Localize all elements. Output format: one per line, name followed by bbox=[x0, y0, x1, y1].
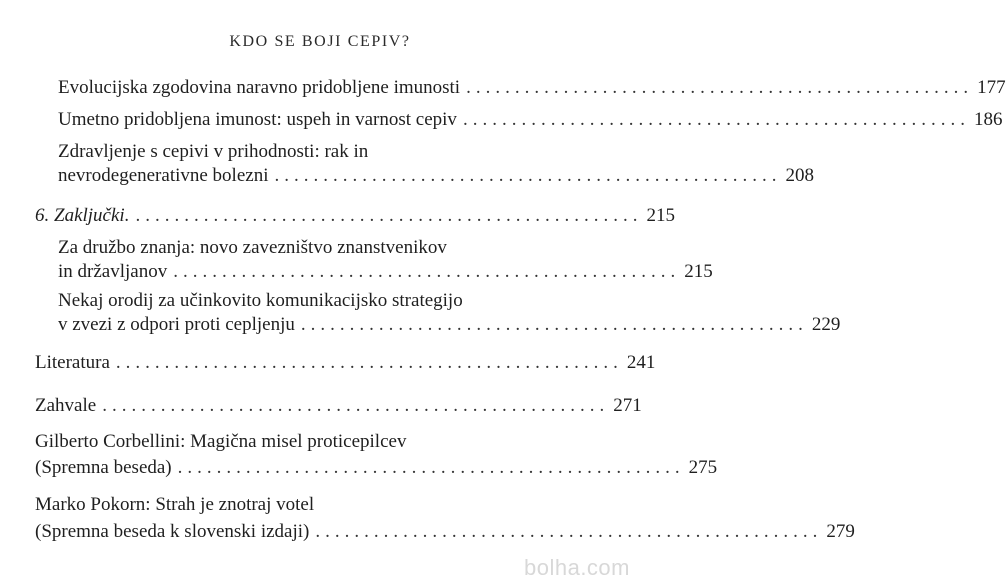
toc-entry-title: Gilberto Corbellini: Magična misel proticepilcev bbox=[35, 431, 407, 452]
toc-entry-title: Zahvale bbox=[35, 395, 97, 416]
toc-entry-title: Literatura bbox=[35, 352, 110, 373]
toc-entry-pokorn-line2 bbox=[35, 519, 855, 545]
toc-entry-zahvale bbox=[35, 393, 642, 419]
toc-page-number: 177 bbox=[977, 77, 1006, 98]
toc-entry-title: Marko Pokorn: Strah je znotraj votel bbox=[35, 494, 315, 515]
toc-entry-druzba-znanja-line2 bbox=[58, 259, 713, 285]
toc-page-number: 215 bbox=[684, 261, 713, 282]
toc-page-number: 186 bbox=[973, 109, 1003, 130]
dot-leader: .................................................... bbox=[466, 77, 974, 98]
toc-entry-zdravljenje-line2 bbox=[58, 163, 814, 189]
toc-entry-umetno-pridobljena-imunost bbox=[58, 107, 1003, 133]
toc-page-number: 208 bbox=[785, 165, 814, 186]
site-watermark: bolha.com bbox=[523, 555, 630, 580]
toc-entry-title-continued: (Spremna beseda) bbox=[35, 457, 172, 478]
toc-entry-title-continued: in državljanov bbox=[58, 261, 168, 282]
toc-chapter-title: 6. Zaključki. bbox=[35, 205, 130, 226]
toc-entry-title: Evolucijska zgodovina naravno pridobljene imunosti bbox=[58, 77, 461, 98]
toc-page-number: 241 bbox=[626, 352, 656, 373]
dot-leader: .................................................... bbox=[300, 314, 808, 335]
toc-entry-title-continued: (Spremna beseda k slovenski izdaji) bbox=[35, 521, 310, 542]
toc-entry-title-continued: v zvezi z odpori proti cepljenju bbox=[58, 314, 295, 335]
dot-leader: .................................................... bbox=[102, 395, 610, 416]
toc-chapter-zakljucki bbox=[35, 203, 675, 229]
toc-entry-corbellini-line2 bbox=[35, 455, 718, 481]
toc-entry-zdravljenje-line1 bbox=[58, 139, 614, 165]
dot-leader: .................................................... bbox=[274, 165, 782, 186]
dot-leader: .................................................... bbox=[173, 261, 681, 282]
toc-entry-corbellini-line1 bbox=[35, 429, 614, 455]
toc-entry-orodja-line1 bbox=[58, 288, 614, 314]
toc-entry-literatura bbox=[35, 350, 656, 376]
toc-entry-evolucijska-zgodovina bbox=[58, 75, 1006, 101]
dot-leader: .................................................... bbox=[315, 521, 823, 542]
toc-entry-orodja-line2 bbox=[58, 312, 841, 338]
toc-entry-title: Nekaj orodij za učinkovito komunikacijsko strategijo bbox=[58, 290, 463, 311]
toc-page-number: 279 bbox=[826, 521, 855, 542]
toc-entry-pokorn-line1 bbox=[35, 492, 614, 518]
toc-page-number: 271 bbox=[613, 395, 642, 416]
dot-leader: .................................................... bbox=[135, 205, 643, 226]
running-head: KDO SE BOJI CEPIV? bbox=[229, 33, 411, 50]
toc-page-number: 275 bbox=[688, 457, 718, 478]
dot-leader: .................................................... bbox=[177, 457, 685, 478]
toc-entry-title: Umetno pridobljena imunost: uspeh in varnost cepiv bbox=[58, 109, 457, 130]
dot-leader: .................................................... bbox=[462, 109, 970, 130]
toc-page-number: 215 bbox=[646, 205, 675, 226]
toc-page-number: 229 bbox=[811, 314, 841, 335]
toc-entry-title: Zdravljenje s cepivi v prihodnosti: rak in bbox=[58, 141, 369, 162]
toc-entry-title-continued: nevrodegenerativne bolezni bbox=[58, 165, 269, 186]
dot-leader: .................................................... bbox=[115, 352, 623, 373]
toc-entry-druzba-znanja-line1 bbox=[58, 235, 614, 261]
toc-entry-title: Za družbo znanja: novo zavezništvo znanstvenikov bbox=[58, 237, 447, 258]
